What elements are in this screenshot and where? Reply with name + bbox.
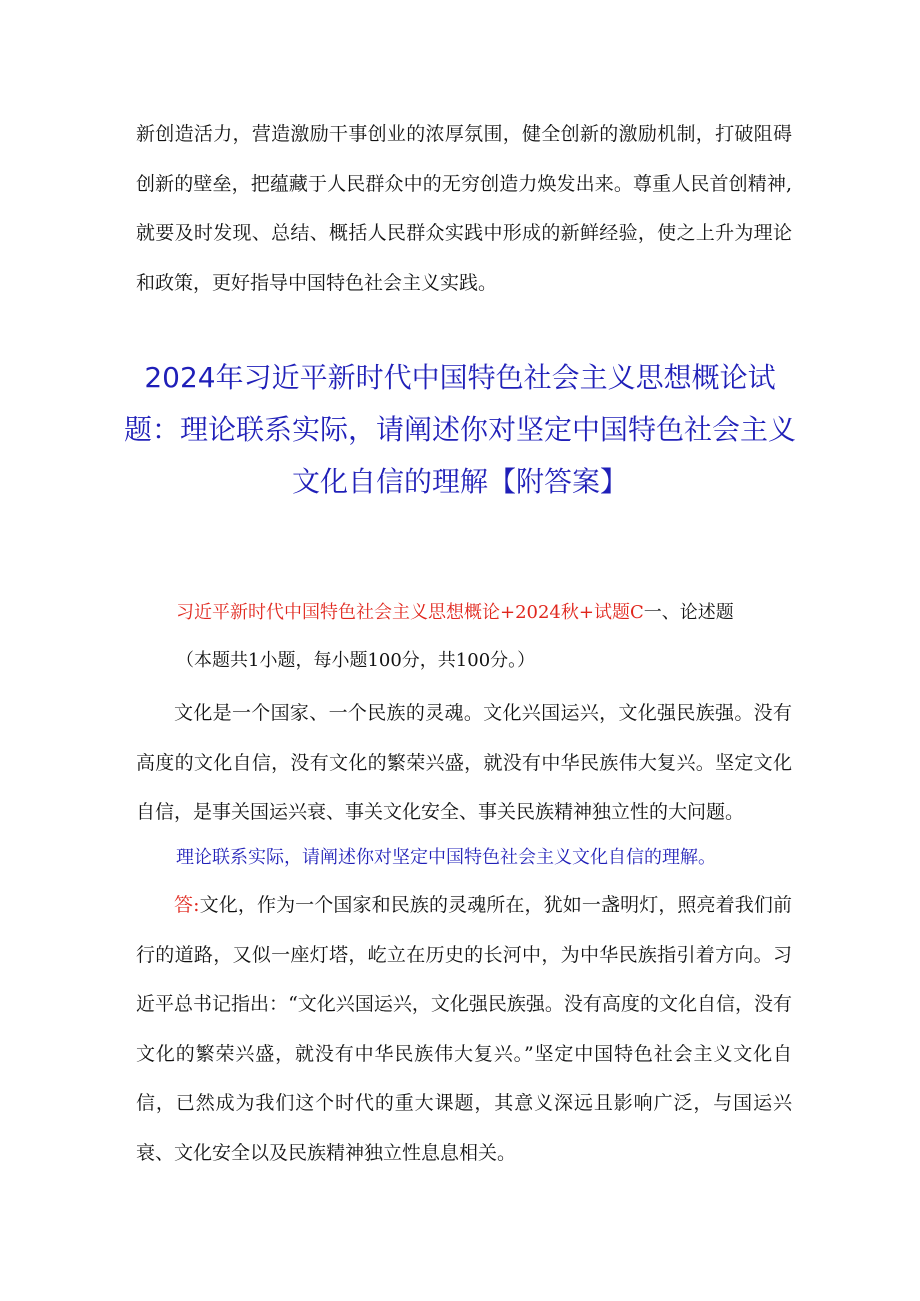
- section-label: 一、论述题: [643, 602, 734, 623]
- document-title: 2024年习近平新时代中国特色社会主义思想概论试题：理论联系实际，请阐述你对坚定中国特色社会主义文化自信的理解【附答案】: [123, 361, 796, 498]
- answer-label: 答:: [174, 894, 200, 916]
- answer-paragraph: [136, 881, 792, 1178]
- culture-paragraph: 文化是一个国家、一个民族的灵魂。文化兴国运兴，文化强民族强。没有高度的文化自信，没有文化的繁荣兴盛，就没有中华民族伟大复兴。坚定文化自信，是事关国运兴衰、事关文化安全、事关民族精神独立性的大问题。: [136, 702, 792, 823]
- exam-name-label: 习近平新时代中国特色社会主义思想概论+2024秋+试题C: [176, 602, 644, 623]
- exam-subheading: [176, 598, 816, 628]
- question-text: 理论联系实际，请阐述你对坚定中国特色社会主义文化自信的理解。: [176, 847, 716, 868]
- score-note: （本题共1小题，每小题100分，共100分。）: [176, 650, 536, 671]
- intro-paragraph: 新创造活力，营造激励干事创业的浓厚氛围，健全创新的激励机制，打破阻碍创新的壁垒，把蕴藏于人民群众中的无穷创造力焕发出来。尊重人民首创精神,就要及时发现、总结、概括人民群众实践中形成的新鲜经验，使之上升为理论和政策，更好指导中国特色社会主义实践。: [136, 123, 792, 294]
- answer-text: 文化，作为一个国家和民族的灵魂所在，犹如一盏明灯，照亮着我们前行的道路，又似一座灯塔，屹立在历史的长河中，为中华民族指引着方向。习近平总书记指出：“文化兴国运兴，文化强民族强。没有高度的文化自信，没有文化的繁荣兴盛，就没有中华民族伟大复兴。”坚定中国特色社会主义文化自信，已然成为我们这个时代的重大课题，其意义深远且影响广泛，与国运兴衰、文化安全以及民族精神独立性息息相关。: [136, 894, 792, 1164]
